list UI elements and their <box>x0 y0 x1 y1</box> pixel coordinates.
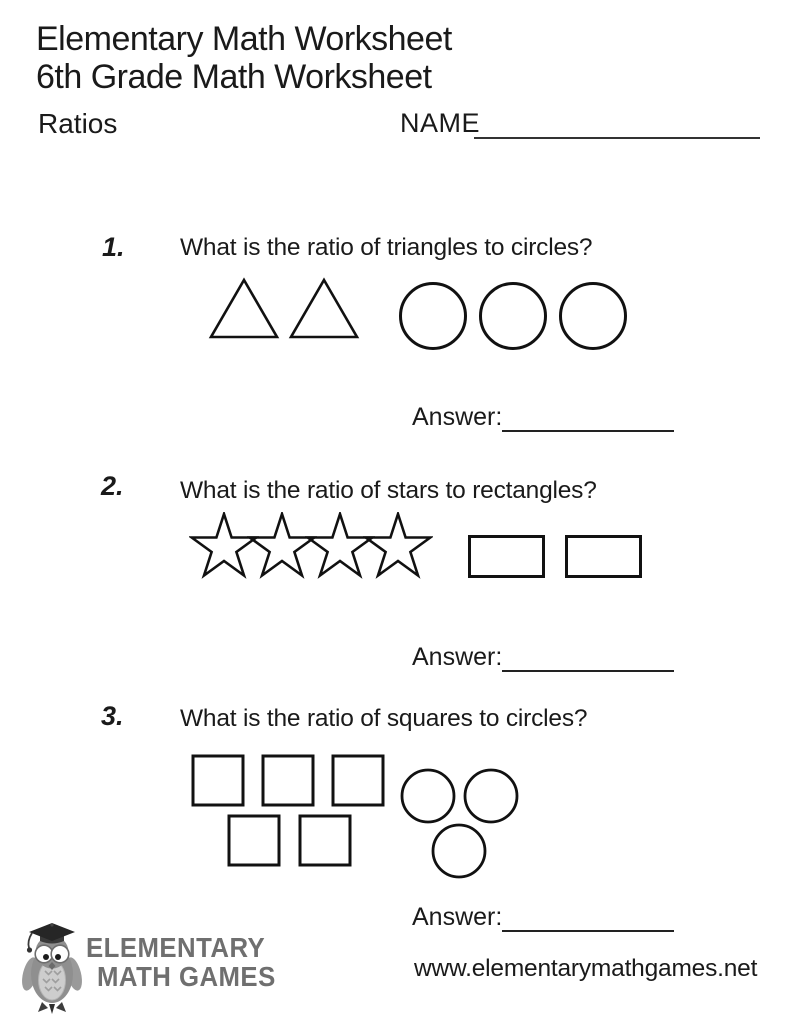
triangle-shape <box>288 277 360 340</box>
question-3-answer <box>412 902 674 932</box>
question-3-text: What is the ratio of squares to circles? <box>180 705 588 732</box>
square-shape <box>298 814 352 867</box>
owl-logo-icon <box>22 916 82 1016</box>
answer-label: Answer: <box>412 403 503 431</box>
circle-shape <box>478 281 548 351</box>
rectangle-shape <box>468 535 545 578</box>
circle-shape <box>431 823 487 879</box>
square-shape <box>261 754 315 807</box>
circle-shape <box>558 281 628 351</box>
triangle-shape <box>208 277 280 340</box>
header <box>36 20 452 96</box>
question-3-squares-row1 <box>191 754 385 807</box>
square-shape <box>191 754 245 807</box>
page-subtitle: 6th Grade Math Worksheet <box>36 58 432 96</box>
rectangle-shape <box>565 535 642 578</box>
question-3-squares-row2 <box>227 814 352 867</box>
name-label: NAME <box>400 108 481 138</box>
logo-text-line1: ELEMENTARY <box>86 932 266 963</box>
square-shape <box>331 754 385 807</box>
question-1-number: 1. <box>102 232 125 262</box>
question-1-text: What is the ratio of triangles to circles? <box>180 234 593 261</box>
question-2-text: What is the ratio of stars to rectangles? <box>180 477 597 504</box>
circle-shape <box>463 768 519 824</box>
answer-label: Answer: <box>412 903 503 931</box>
logo-text-line2: MATH GAMES <box>97 961 276 992</box>
question-1-answer <box>412 402 674 432</box>
page-title: Elementary Math Worksheet <box>36 20 452 58</box>
question-2-rectangles <box>468 535 642 578</box>
question-2-stars <box>189 512 421 580</box>
circle-shape <box>400 768 456 824</box>
answer-blank-line[interactable] <box>502 642 674 672</box>
answer-blank-line[interactable] <box>502 402 674 432</box>
question-2-number: 2. <box>101 471 124 501</box>
question-2-answer <box>412 642 674 672</box>
worksheet-topic: Ratios <box>38 108 118 139</box>
star-shape <box>363 512 433 580</box>
square-shape <box>227 814 281 867</box>
question-3-number: 3. <box>101 701 124 731</box>
answer-label: Answer: <box>412 643 503 671</box>
answer-blank-line[interactable] <box>502 902 674 932</box>
circle-shape <box>398 281 468 351</box>
name-blank-line[interactable] <box>474 103 760 139</box>
website-url[interactable]: www.elementarymathgames.net <box>414 955 758 982</box>
question-1-shapes <box>208 277 628 351</box>
